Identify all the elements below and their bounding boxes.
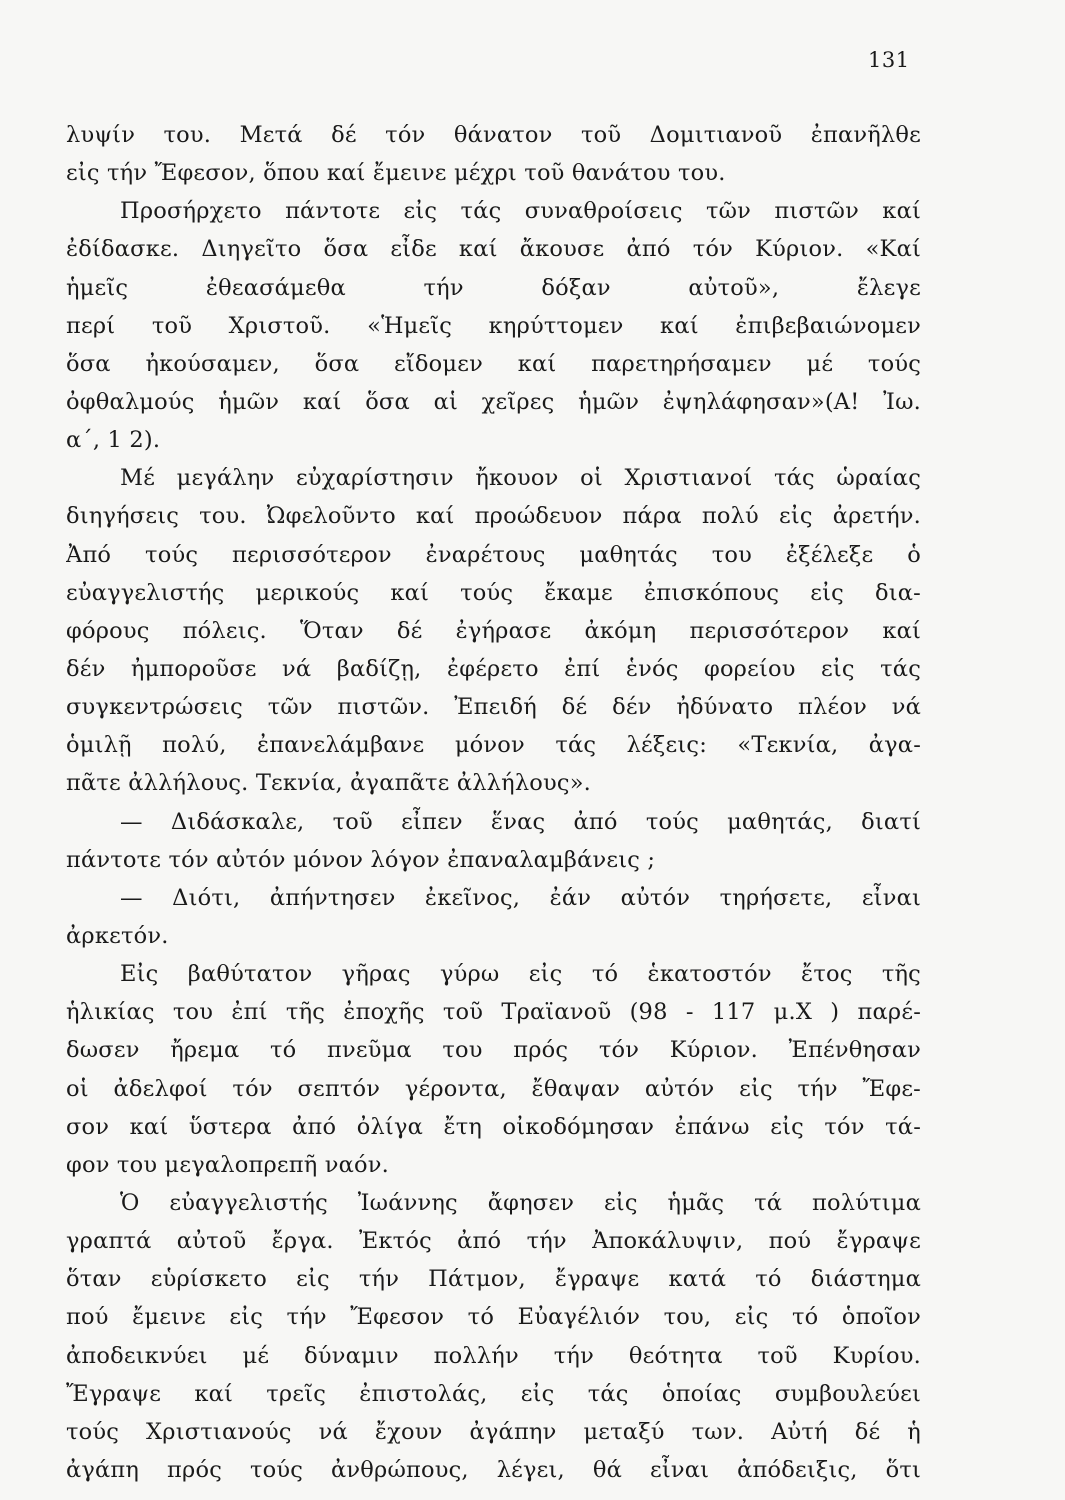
text-line: α΄, 1 2).	[66, 427, 161, 454]
text-line: λυψίν του. Μετά δέ τόν θάνατον τοῦ Δομιτιανοῦ ἐπανῆλθε	[66, 122, 921, 148]
text-line: περί τοῦ Χριστοῦ. «Ἡμεῖς κηρύττομεν καί ἐπιβεβαιώνομεν	[66, 312, 921, 339]
text-line: διηγήσεις του. Ὠφελοῦντο καί προώδευον πάρα πολύ εἰς ἀρετήν.	[66, 503, 921, 530]
text-line: πού ἔμεινε εἰς τήν Ἔφεσον τό Εὐαγέλιόν του, εἰς τό ὁποῖον	[66, 1304, 921, 1331]
text-line: — Διδάσκαλε, τοῦ εἶπεν ἕνας ἀπό τούς μαθητάς, διατί	[120, 808, 921, 835]
text-line: ὅσα ἠκούσαμεν, ὅσα εἴδομεν καί παρετηρήσαμεν μέ τούς	[66, 350, 921, 377]
body-text	[66, 116, 921, 1489]
text-line: γραπτά αὐτοῦ ἔργα. Ἐκτός ἀπό τήν Ἀποκάλυψιν, πού ἔγραψε	[66, 1228, 921, 1255]
text-line: Ἔγραψε καί τρεῖς ἐπιστολάς, εἰς τάς ὁποίας συμβουλεύει	[66, 1380, 921, 1407]
text-line: τούς Χριστιανούς νά ἔχουν ἀγάπην μεταξύ των. Αὐτή δέ ἡ	[66, 1418, 921, 1445]
text-line: ἡλικίας του ἐπί τῆς ἐποχῆς τοῦ Τραϊανοῦ (98 - 117 μ.Χ ) παρέ-	[66, 999, 921, 1026]
text-line: σον καί ὕστερα ἀπό ὀλίγα ἔτη οἰκοδόμησαν ἐπάνω εἰς τόν τά-	[66, 1113, 921, 1140]
text-line: ἡμεῖς ἐθεασάμεθα τήν δόξαν αὐτοῦ», ἔλεγε	[66, 274, 921, 301]
page-number: 131	[868, 48, 910, 72]
text-line: ἀποδεικνύει μέ δύναμιν πολλήν τήν θεότητα τοῦ Κυρίου.	[66, 1342, 921, 1369]
text-line: συγκεντρώσεις τῶν πιστῶν. Ἐπειδή δέ δέν ἠδύνατο πλέον νά	[66, 694, 921, 721]
text-line: Ἀπό τούς περισσότερον ἐναρέτους μαθητάς του ἐξέλεξε ὁ	[66, 541, 921, 568]
text-line: πάντοτε τόν αὐτόν μόνον λόγον ἐπαναλαμβάνεις ;	[66, 846, 656, 873]
text-line: πᾶτε ἀλλήλους. Τεκνία, ἀγαπᾶτε ἀλλήλους».	[66, 770, 592, 797]
text-line: φόρους πόλεις. Ὅταν δέ ἐγήρασε ἀκόμη περισσότερον καί	[66, 617, 921, 644]
text-line: φον του μεγαλοπρεπῆ ναόν.	[66, 1151, 390, 1178]
text-line: δωσεν ἤρεμα τό πνεῦμα του πρός τόν Κύριον. Ἐπένθησαν	[66, 1037, 921, 1064]
text-line: ὀφθαλμούς ἡμῶν καί ὅσα αἱ χεῖρες ἡμῶν ἐψηλάφησαν»(Α! Ἰω.	[66, 388, 921, 415]
text-line: Προσήρχετο πάντοτε εἰς τάς συναθροίσεις τῶν πιστῶν καί	[120, 198, 921, 225]
text-line: — Διότι, ἀπήντησεν ἐκεῖνος, ἐάν αὐτόν τηρήσετε, εἶναι	[120, 884, 921, 911]
text-line: εὐαγγελιστής μερικούς καί τούς ἔκαμε ἐπισκόπους εἰς δια-	[66, 579, 921, 606]
text-line: Ὁ εὐαγγελιστής Ἰωάννης ἄφησεν εἰς ἡμᾶς τά πολύτιμα	[120, 1189, 921, 1216]
text-line: ἀρκετόν.	[66, 922, 169, 949]
text-line: εἰς τήν Ἔφεσον, ὅπου καί ἔμεινε μέχρι τοῦ θανάτου του.	[66, 160, 726, 187]
text-line: ὁμιλῇ πολύ, ἐπανελάμβανε μόνον τάς λέξεις: «Τεκνία, ἀγα-	[66, 732, 921, 759]
text-line: ἐδίδασκε. Διηγεῖτο ὅσα εἶδε καί ἄκουσε ἀπό τόν Κύριον. «Καί	[66, 236, 921, 263]
text-line: δέν ἠμποροῦσε νά βαδίζῃ, ἐφέρετο ἐπί ἑνός φορείου εἰς τάς	[66, 655, 921, 682]
text-line: ἀγάπη πρός τούς ἀνθρώπους, λέγει, θά εἶναι ἀπόδειξις, ὅτι	[66, 1456, 921, 1483]
text-line: Εἰς βαθύτατον γῆρας γύρω εἰς τό ἑκατοστόν ἔτος τῆς	[120, 961, 921, 988]
text-line: οἱ ἀδελφοί τόν σεπτόν γέροντα, ἔθαψαν αὐτόν εἰς τήν Ἔφε-	[66, 1075, 921, 1102]
text-line: ὅταν εὑρίσκετο εἰς τήν Πάτμον, ἔγραψε κατά τό διάστημα	[66, 1266, 921, 1293]
text-line: Μέ μεγάλην εὐχαρίστησιν ἤκουον οἱ Χριστιανοί τάς ὡραίας	[120, 465, 921, 492]
